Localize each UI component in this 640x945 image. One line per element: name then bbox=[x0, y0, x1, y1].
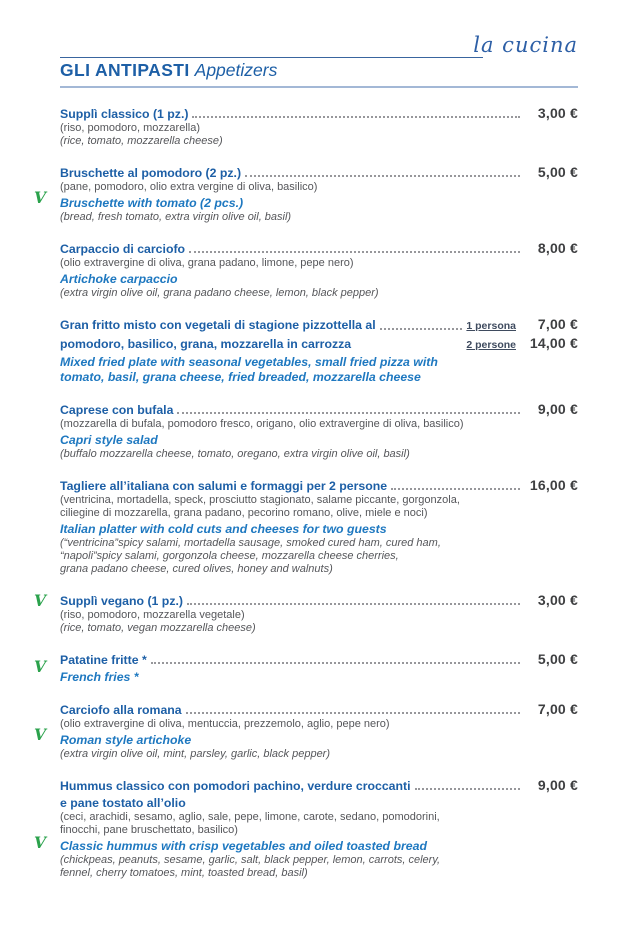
item-price: 9,00 € bbox=[537, 401, 578, 417]
item-name-english: Roman style artichoke bbox=[60, 733, 192, 747]
vegetarian-icon: V bbox=[34, 725, 47, 744]
item-price: 7,00 € bbox=[537, 701, 578, 717]
dotted-leader bbox=[189, 251, 520, 253]
menu-item bbox=[34, 651, 578, 685]
item-title-italian: Supplì vegano (1 pz.) bbox=[60, 594, 183, 608]
item-title-italian: Hummus classico con pomodori pachino, verdure croccanti bbox=[60, 779, 411, 793]
item-title-italian: Bruschette al pomodoro (2 pz.) bbox=[60, 166, 242, 180]
ingredients-english: fennel, cherry tomatoes, mint, toasted bread, basil) bbox=[60, 867, 308, 879]
menu-page bbox=[0, 33, 640, 945]
ingredients-italian: (pane, pomodoro, olio extra vergine di oliva, basilico) bbox=[60, 181, 318, 193]
dotted-leader bbox=[245, 175, 520, 177]
item-name-english: tomato, basil, grana cheese, fried breaded, mozzarella cheese bbox=[60, 370, 421, 384]
item-price: 8,00 € bbox=[537, 240, 578, 256]
header-top-rule bbox=[60, 57, 483, 58]
item-price: 5,00 € bbox=[537, 651, 578, 667]
dotted-leader bbox=[186, 712, 520, 714]
menu-item bbox=[60, 105, 578, 148]
item-price: 7,00 € bbox=[537, 316, 578, 332]
vegetarian-icon: V bbox=[34, 188, 47, 207]
item-title-row bbox=[60, 316, 578, 334]
ingredients-italian: ciliegine di mozzarella, grana padano, pecorino romano, olive, miele e noci) bbox=[60, 507, 428, 519]
vegetarian-icon: V bbox=[34, 591, 47, 610]
dotted-leader bbox=[415, 788, 520, 790]
item-title-italian: e pane tostato all’olio bbox=[60, 796, 186, 810]
item-title-row bbox=[60, 592, 578, 609]
menu-header bbox=[60, 33, 578, 88]
item-price: 5,00 € bbox=[537, 164, 578, 180]
menu-item bbox=[34, 164, 578, 224]
vegetarian-icon: V bbox=[34, 833, 47, 852]
ingredients-english: (rice, tomato, vegan mozzarella cheese) bbox=[60, 622, 256, 634]
ingredients-english: (extra virgin olive oil, grana padano cheese, lemon, black pepper) bbox=[60, 287, 379, 299]
item-name-english: Italian platter with cold cuts and cheeses for two guests bbox=[60, 522, 387, 536]
portion-label: 1 persona bbox=[466, 320, 516, 332]
item-name-english: Artichoke carpaccio bbox=[60, 272, 178, 286]
item-title-row bbox=[60, 651, 578, 668]
item-title-italian: pomodoro, basilico, grana, mozzarella in carrozza bbox=[60, 337, 352, 351]
item-price: 3,00 € bbox=[537, 592, 578, 608]
dotted-leader bbox=[380, 328, 463, 330]
dotted-leader bbox=[391, 488, 520, 490]
item-title-italian: Caprese con bufala bbox=[60, 403, 174, 417]
menu-item bbox=[60, 316, 578, 385]
item-title-row bbox=[60, 401, 578, 418]
ingredients-english: “napoli”spicy salami, gorgonzola cheese, mozzarella cheese cherries, bbox=[60, 550, 399, 562]
ingredients-italian: (ventricina, mortadella, speck, prosciutto stagionato, salame piccante, gorgonzola, bbox=[60, 494, 460, 506]
section-title-english: Appetizers bbox=[194, 60, 278, 80]
header-bottom-rule bbox=[60, 86, 578, 88]
item-title-italian: Supplì classico (1 pz.) bbox=[60, 107, 189, 121]
item-name-english: Classic hummus with crisp vegetables and oiled toasted bread bbox=[60, 839, 427, 853]
item-name-english: Bruschette with tomato (2 pcs.) bbox=[60, 196, 244, 210]
ingredients-italian: (riso, pomodoro, mozzarella) bbox=[60, 122, 200, 134]
ingredients-italian: (mozzarella di bufala, pomodoro fresco, origano, olio extravergine di oliva, basilico) bbox=[60, 418, 464, 430]
ingredients-italian: (ceci, arachidi, sesamo, aglio, sale, pepe, limone, carote, sedano, pomodorini, bbox=[60, 811, 440, 823]
ingredients-english: (“ventricina”spicy salami, mortadella sausage, smoked cured ham, cured ham, bbox=[60, 537, 441, 549]
ingredients-english: grana padano cheese, cured olives, honey and walnuts) bbox=[60, 563, 333, 575]
item-title-italian: Gran fritto misto con vegetali di stagione pizzottella al bbox=[60, 318, 376, 332]
item-price: 9,00 € bbox=[537, 777, 578, 793]
menu-item bbox=[60, 477, 578, 576]
section-title-italian: GLI ANTIPASTI bbox=[60, 60, 190, 80]
item-title-italian: Patatine fritte * bbox=[60, 653, 147, 667]
ingredients-italian: (olio extravergine di oliva, grana padano, limone, pepe nero) bbox=[60, 257, 354, 269]
ingredients-english: (extra virgin olive oil, mint, parsley, garlic, black pepper) bbox=[60, 748, 331, 760]
item-title-italian: Tagliere all’italiana con salumi e formaggi per 2 persone bbox=[60, 479, 388, 493]
menu-item bbox=[34, 591, 578, 635]
item-title-row bbox=[60, 477, 578, 494]
item-title-row bbox=[60, 335, 578, 353]
ingredients-italian: (riso, pomodoro, mozzarella vegetale) bbox=[60, 609, 245, 621]
item-title-row bbox=[60, 240, 578, 257]
ingredients-english: (rice, tomato, mozzarella cheese) bbox=[60, 135, 223, 147]
menu-items-list bbox=[34, 105, 578, 880]
ingredients-english: (buffalo mozzarella cheese, tomato, oregano, extra virgin olive oil, basil) bbox=[60, 448, 410, 460]
dotted-leader bbox=[187, 603, 520, 605]
ingredients-italian: (olio extravergine di oliva, mentuccia, prezzemolo, aglio, pepe nero) bbox=[60, 718, 390, 730]
ingredients-italian: finocchi, pane bruschettato, basilico) bbox=[60, 824, 238, 836]
ingredients-english: (bread, fresh tomato, extra virgin olive oil, basil) bbox=[60, 211, 292, 223]
item-name-english: French fries * bbox=[60, 670, 139, 684]
item-title-row bbox=[60, 777, 578, 794]
item-title-row bbox=[60, 795, 578, 811]
item-name-english: Capri style salad bbox=[60, 433, 158, 447]
brand-logo: la cucina bbox=[473, 33, 578, 57]
item-name-english: Mixed fried plate with seasonal vegetables, small fried pizza with bbox=[60, 355, 438, 369]
item-price: 16,00 € bbox=[529, 477, 578, 493]
dotted-leader bbox=[151, 662, 520, 664]
menu-item bbox=[60, 401, 578, 461]
dotted-leader bbox=[177, 412, 520, 414]
vegetarian-icon: V bbox=[34, 657, 47, 676]
item-title-row bbox=[60, 105, 578, 122]
item-price: 3,00 € bbox=[537, 105, 578, 121]
item-title-italian: Carpaccio di carciofo bbox=[60, 242, 186, 256]
item-title-row bbox=[60, 164, 578, 181]
menu-item bbox=[34, 701, 578, 761]
item-price: 14,00 € bbox=[529, 335, 578, 351]
menu-item bbox=[34, 777, 578, 880]
dotted-leader bbox=[192, 116, 520, 118]
item-title-row bbox=[60, 701, 578, 718]
section-title bbox=[60, 60, 277, 81]
menu-item bbox=[60, 240, 578, 300]
item-title-italian: Carciofo alla romana bbox=[60, 703, 182, 717]
portion-label: 2 persone bbox=[466, 339, 516, 351]
ingredients-english: (chickpeas, peanuts, sesame, garlic, salt, black pepper, lemon, carrots, celery, bbox=[60, 854, 441, 866]
